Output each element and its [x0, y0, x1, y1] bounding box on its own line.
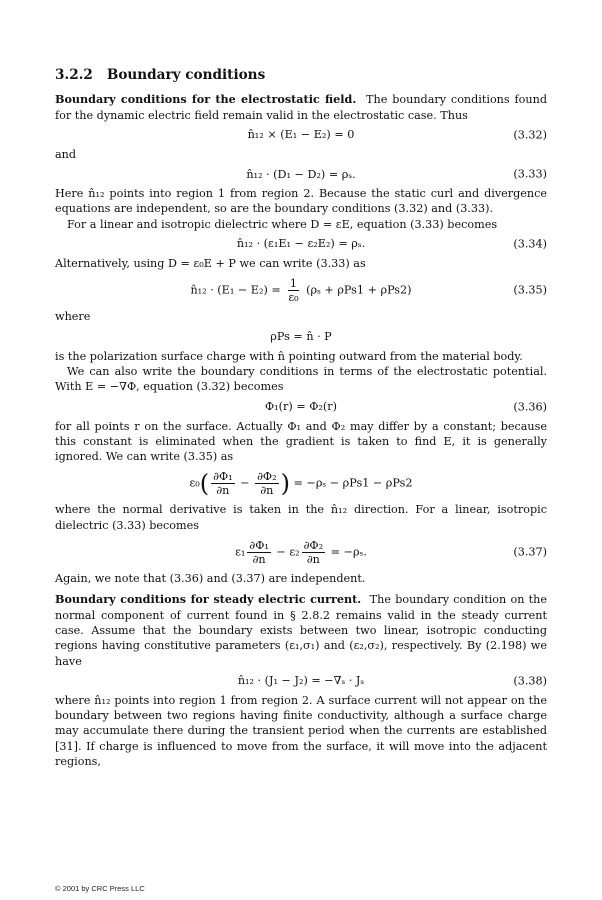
text-and: and: [55, 147, 77, 161]
right-paren: ): [280, 469, 290, 498]
paragraph-text: The boundary conditions found for the dynamic electric field remain valid in the electrostatic case. Thus: [55, 93, 547, 122]
fraction-numerator: ∂Φ₂: [257, 469, 277, 483]
copyright-footer: © 2001 by CRC Press LLC: [55, 884, 145, 893]
equation-number: (3.36): [513, 399, 547, 413]
paragraph-independent: Here n̂₁₂ points into region 1 from region 2. Because the static curl and divergence equations are independent, so are the boundary conditions (3.32) and (3.33).: [55, 187, 547, 216]
left-paren: (: [199, 469, 210, 498]
equation-3-37: [55, 533, 547, 571]
run-in-heading: Boundary conditions for the electrostatic field.: [55, 92, 357, 107]
paragraph-polarization: is the polarization surface charge with n̂ pointing outward from the material body.: [55, 349, 523, 363]
fraction-denominator: ε₀: [288, 290, 299, 304]
equation-3-36: [55, 395, 547, 419]
fraction-denominator: ∂n: [306, 552, 320, 566]
equation-3-33: [55, 162, 547, 186]
equation-lhs: n̂₁₂ · (E₁ − E₂) =: [190, 283, 281, 297]
equation-normal-derivative: [55, 464, 547, 502]
fraction: [255, 470, 278, 497]
section-number: 3.2.2: [55, 67, 93, 83]
equation-number: (3.38): [513, 674, 547, 688]
equation-body: n̂₁₂ · (D₁ − D₂) = ρₛ.: [246, 167, 356, 181]
paragraph-linear-dielectric: For a linear and isotropic dielectric where D = εE, equation (3.33) becomes: [67, 217, 498, 231]
equation-3-35: [55, 271, 547, 309]
fraction-numerator: 1: [289, 276, 298, 290]
equation-body: n̂₁₂ · (J₁ − J₂) = −∇ₛ · Jₛ: [237, 674, 365, 688]
equation-rhs: = −ρₛ − ρPs1 − ρPs2: [293, 476, 413, 490]
paragraph-all-points: for all points r on the surface. Actually Φ₁ and Φ₂ may differ by a constant; because this constant is eliminated when the gradient is taken to find E, it is generally ignored. We can write (3.35) as: [55, 419, 547, 464]
paragraph-normal-derivative: where the normal derivative is taken in the n̂₁₂ direction. For a linear, isotropic dielectric (3.33) becomes: [55, 503, 547, 532]
fraction-numerator: ∂Φ₂: [303, 538, 324, 552]
fraction-denominator: ∂n: [252, 552, 266, 566]
equation-number: (3.33): [513, 167, 547, 181]
equation-body: n̂₁₂ · (ε₁E₁ − ε₂E₂) = ρₛ.: [236, 237, 366, 251]
equation-prefix: ε₀: [189, 476, 200, 490]
fraction-denominator: ∂n: [216, 483, 230, 497]
equation-body: [190, 470, 413, 497]
fraction: [302, 539, 325, 566]
equation-rho-ps: [55, 325, 547, 349]
paragraph-surface-current: where n̂₁₂ points into region 1 from region 2. A surface current will not appear on the boundary between two regions having finite conductivity, although a surface charge may accumulate there during the transient period when the currents are established [31]. If charge is influenced to move from the surface, it will move into the adjacent regions,: [55, 693, 547, 769]
equation-number: (3.37): [513, 545, 547, 559]
fraction-denominator: ∂n: [260, 483, 274, 497]
fraction: [247, 539, 270, 566]
paragraph-alternatively: Alternatively, using D = ε₀E + P we can write (3.33) as: [55, 257, 366, 271]
paragraph-electrostatic: [55, 92, 547, 123]
equation-number: (3.34): [513, 237, 547, 251]
run-in-heading: Boundary conditions for steady electric current.: [55, 592, 362, 607]
fraction: [211, 470, 234, 497]
text-where: where: [55, 310, 91, 324]
equation-operator: − ε₂: [276, 545, 300, 559]
equation-rhs: = −ρₛ.: [330, 545, 367, 559]
page-content: [55, 68, 547, 769]
equation-prefix: ε₁: [235, 545, 246, 559]
equation-rhs: (ρₛ + ρPs1 + ρPs2): [306, 283, 412, 297]
fraction-numerator: ∂Φ₁: [213, 469, 233, 483]
equation-number: (3.32): [513, 128, 547, 142]
paragraph-text: The boundary condition on the normal component of current found in § 2.8.2 remains valid in the steady current case. Assume that the boundary exists between two linear, isotropic conducting regions having constitutive parameters (ε₁,σ₁) and (ε₂,σ₂), respectively. By (2.198) we have: [55, 593, 547, 668]
fraction-numerator: ∂Φ₁: [249, 538, 269, 552]
paragraph-potential: We can also write the boundary conditions in terms of the electrostatic potential. With E = −∇Φ, equation (3.32) becomes: [55, 364, 547, 394]
equation-body: ρPs = n̂ · P: [270, 330, 332, 344]
equation-3-34: [55, 232, 547, 256]
equation-body: n̂₁₂ × (E₁ − E₂) = 0: [247, 128, 355, 142]
equation-3-32: [55, 123, 547, 147]
paragraph-again: Again, we note that (3.36) and (3.37) are independent.: [55, 572, 366, 586]
paragraph-steady-current: [55, 592, 547, 668]
equation-number: (3.35): [513, 283, 547, 297]
equation-body: [190, 277, 411, 304]
equation-operator: −: [240, 476, 250, 490]
equation-3-38: [55, 669, 547, 693]
section-heading: [55, 68, 547, 83]
equation-body: [235, 539, 367, 566]
fraction: [286, 277, 300, 304]
equation-body: Φ₁(r) = Φ₂(r): [265, 399, 337, 413]
section-title: Boundary conditions: [106, 67, 266, 83]
